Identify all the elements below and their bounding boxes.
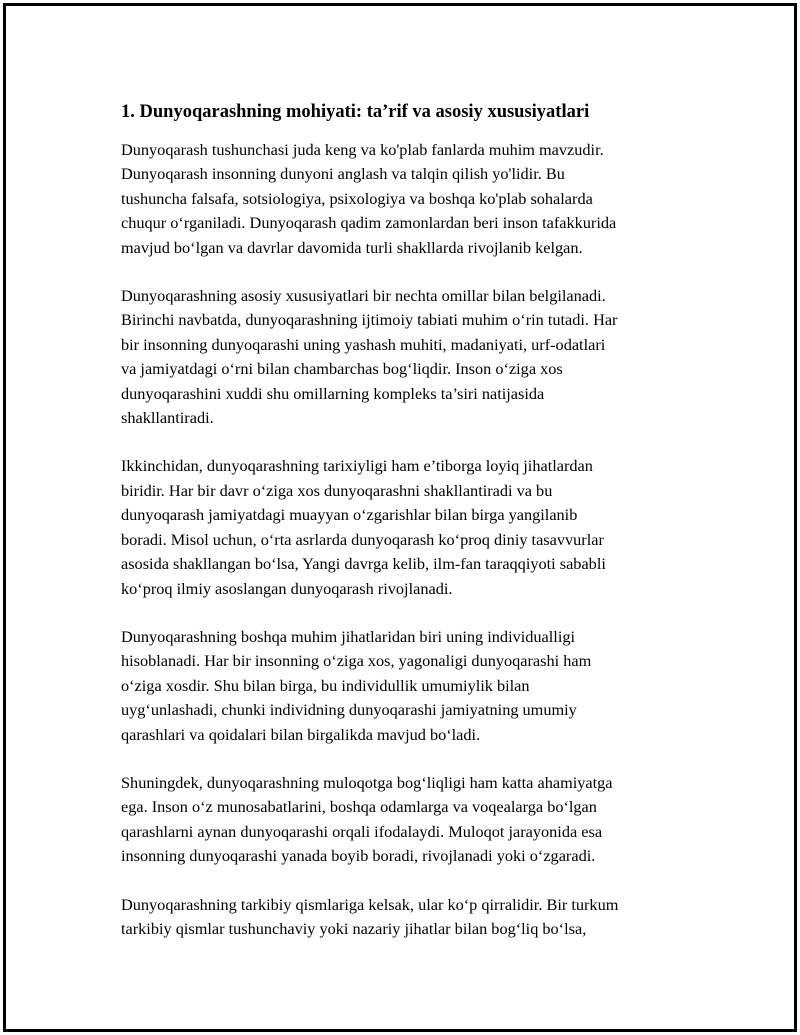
text-line: Shuningdek, dunyoqarashning muloqotga bog‘liqligi ham katta ahamiyatga: [121, 772, 613, 792]
paragraph-list: [121, 138, 691, 941]
paragraph: [121, 625, 691, 747]
text-line: Dunyoqarashning boshqa muhim jihatlaridan biri uning individualligi: [121, 626, 576, 646]
text-line: hisoblanadi. Har bir insonning o‘ziga xos, yagonaligi dunyoqarashi ham: [121, 651, 592, 671]
text-line: ega. Inson o‘z munosabatlarini, boshqa odamlarga va voqealarga bo‘lgan: [121, 797, 597, 817]
text-line: boradi. Misol uchun, o‘rta asrlarda dunyoqarash ko‘proq diniy tasavvurlar: [121, 529, 604, 549]
paragraph: [121, 771, 691, 869]
paragraph: [121, 454, 691, 600]
text-line: insonning dunyoqarashi yanada boyib boradi, rivojlanadi yoki o‘zgaradi.: [121, 846, 596, 866]
text-line: chuqur o‘rganiladi. Dunyoqarash qadim zamonlardan beri inson tafakkurida: [121, 213, 617, 233]
text-line: qarashlarni aynan dunyoqarashi orqali ifodalaydi. Muloqot jarayonida esa: [121, 821, 603, 841]
page-frame: [3, 3, 797, 1032]
text-line: Dunyoqarash tushunchasi juda keng va ko'plab fanlarda muhim mavzudir.: [121, 140, 604, 159]
text-line: dunyoqarash jamiyatdagi muayyan o‘zgarishlar bilan birga yangilanib: [121, 505, 578, 525]
document-body: [121, 100, 691, 965]
paragraph: [121, 138, 691, 260]
text-line: tushuncha falsafa, sotsiologiya, psixologiya va boshqa ko'plab sohalarda: [121, 188, 593, 208]
section-heading: 1. Dunyoqarashning mohiyati: ta’rif va asosiy xususiyatlari: [121, 102, 590, 122]
text-line: mavjud bo‘lgan va davrlar davomida turli shakllarda rivojlanib kelgan.: [121, 237, 583, 257]
paragraph: [121, 284, 691, 430]
text-line: biridir. Har bir davr o‘ziga xos dunyoqarashni shakllantiradi va bu: [121, 480, 553, 500]
text-line: shakllantiradi.: [121, 408, 214, 428]
text-line: Dunyoqarashning asosiy xususiyatlari bir nechta omillar bilan belgilanadi.: [121, 286, 606, 306]
text-line: dunyoqarashini xuddi shu omillarning kompleks ta’siri natijasida: [121, 383, 545, 403]
text-line: asosida shakllangan bo‘lsa, Yangi davrga kelib, ilm-fan taraqqiyoti sababli: [121, 554, 606, 574]
text-line: uyg‘unlashadi, chunki individning dunyoqarashi jamiyatning umumiy: [121, 700, 577, 720]
text-line: qarashlari va qoidalari bilan birgalikda mavjud bo‘ladi.: [121, 724, 481, 744]
text-line: Birinchi navbatda, dunyoqarashning ijtimoiy tabiati muhim o‘rin tutadi. Har: [121, 310, 618, 330]
text-line: va jamiyatdagi o‘rni bilan chambarchas bog‘liqdir. Inson o‘ziga xos: [121, 359, 563, 379]
text-line: tarkibiy qismlar tushunchaviy yoki nazariy jihatlar bilan bog‘liq bo‘lsa,: [121, 918, 587, 938]
text-line: bir insonning dunyoqarashi uning yashash muhiti, madaniyati, urf-odatlari: [121, 334, 606, 354]
text-line: o‘ziga xosdir. Shu bilan birga, bu individullik umumiylik bilan: [121, 675, 530, 695]
text-line: Ikkinchidan, dunyoqarashning tarixiyligi ham e’tiborga loyiq jihatlardan: [121, 456, 593, 476]
text-line: ko‘proq ilmiy asoslangan dunyoqarash rivojlanadi.: [121, 578, 453, 598]
paragraph: [121, 893, 691, 942]
text-line: Dunyoqarashning tarkibiy qismlariga kelsak, ular ko‘p qirralidir. Bir turkum: [121, 894, 619, 914]
text-line: Dunyoqarash insonning dunyoni anglash va talqin qilish yo'lidir. Bu: [121, 164, 565, 184]
